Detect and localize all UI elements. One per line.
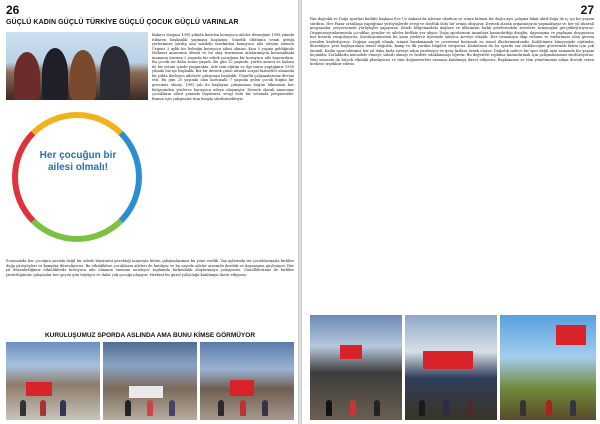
person-figure [100, 46, 130, 100]
article-title: GÜÇLÜ KADIN GÜÇLÜ TÜRKİYE GÜÇLÜ ÇOCUK GÜÇLÜ VARINLAR [6, 19, 239, 26]
hiker-figure [467, 400, 473, 416]
summit-photo-1 [310, 315, 402, 420]
flag-banner [230, 380, 254, 396]
hiker-figure [40, 400, 46, 416]
hiker-figure [169, 400, 175, 416]
hiker-figure [443, 400, 449, 416]
person-figure [70, 50, 96, 100]
mountain-photo-1 [6, 342, 100, 420]
logo-text: Her çocuğun bir ailesi olmalı! [39, 150, 117, 173]
flag-banner [340, 345, 362, 359]
mountain-photo-2 [103, 342, 197, 420]
page-number-right: 27 [580, 3, 594, 17]
hiker-figure [350, 400, 356, 416]
hiker-figure [570, 400, 576, 416]
right-page [302, 0, 600, 424]
hiker-figure [218, 400, 224, 416]
flag-banner [26, 382, 52, 396]
group-photo [6, 32, 148, 100]
logo-ring [12, 112, 142, 242]
hiker-figure [326, 400, 332, 416]
summit-photo-3 [500, 315, 596, 420]
flag-banner [423, 351, 473, 369]
hiker-figure [147, 400, 153, 416]
hiker-figure [262, 400, 268, 416]
mountain-photo-3 [200, 342, 294, 420]
hiker-figure [60, 400, 66, 416]
right-article-text: Pan dağcılık ve Doğa sporları kulübü başkanı Ece Uz Ankara'da işletme okudum ve sonra bilinen bir dağcı ayrı çalışma fakat aktif doğa ile iç içe bir yaşam sürdüm. Her Pazar ortaklaşa yaptığımız yürüyüşlerde sevgi ve dostluk dolu bir ortam oluşuyor. Dernek olarak organizasyon yapmaktayız ve her yıl düzenli programlar çerçevesinde yürüyüşler yapıyoruz. Kendi bölgemizdeki dağlara ve ülkemizin farklı yörelerindeki zirvelere tırmanışlar gerçekleştiriyoruz. Organizasyonlarımızda çocuklar, gençler ve aileler birlikte yer alıyor. Doğa sporlarının insanlara kazandırdığı disiplin, dayanışma ve paylaşım duygusunu her fırsatta vurguluyoruz. Kuruluşumuzdan bu yana yüzlerce üyemizle onlarca zirveye ulaştık. Her tırmanışta ekip ruhunu ve birbirimize olan güveni yeniden keşfediyoruz. Doğaya saygılı olmak, izimizi bırakmamak ve çevremizi korumak en temel ilkelerimizdendir. Kulübümüz bünyesinde eğitimler düzenliyor, yeni başlayanlara temel dağcılık, kamp ve ilk yardım bilgileri veriyoruz. Kadınların da bu sporda var olabileceğini göstermek bizim için çok önemli. Kadın sporcularımız her yıl daha fazla zirveye adını yazdırıyor ve genç kızlara örnek oluyor. Dağcılık sadece bir spor değil aynı zamanda bir yaşam biçimidir. Zorluklarla mücadele etmeyi, sabırlı olmayı ve hedefe odaklanmayı öğretir. Bu değerleri topluma kazandırmak için çalışmalarımızı sürdürüyoruz. Yeni sezonda da birçok etkinlik planlıyoruz ve tüm doğaseverleri aramıza katılmaya davet ediyoruz. Başkanımız ve tüm yönetimimiz adına destek veren herkese teşekkür ederiz. [310, 17, 594, 67]
hiker-figure [125, 400, 131, 416]
summit-photo-2 [405, 315, 497, 420]
hiker-figure [546, 400, 552, 416]
hiker-figure [520, 400, 526, 416]
article-column-2: Sonrasında her çocuğun yuvada değil bir ailede büyümesi gerektiği inancıyla bütün çalışmalarımızı bu yöne verdik. Yaz aylarında ise çocuklarımızla birlikte doğa yürüyüşleri ve kamplar düzenliyoruz. Bu etkinliklere çocukların aileleri de katılıyor ve bu sayede aileler arasında dostluk ve dayanışma güçleniyor. Her yıl düzenlediğimiz etkinliklerde koruyucu aile olmanın önemini anlatıyor, toplumda farkındalık oluşturmaya çalışıyoruz. Gönüllülerimiz ile birlikte yürüttüğümüz çalışmalar her geçen gün büyüyor ve daha çok çocuğa ulaşıyor. Herkesi bu güzel yolculuğa katılmaya davet ediyoruz. [6, 259, 294, 277]
flag-banner [556, 325, 586, 345]
article-column-1: Bakırcı Yorganı 1995 yılında kurulan konuyucu aileler derneğine 1998 yılında itibaren başkanlık yapmaya başlamış. Sünelik ölütünün senin gittiği yerlerimize yarılıp ana mizdeki tarafından konuyucu aile olmam istenen Ürgenz 3 aylık bir bebeğin koruyucu ailesi olması. Kısa 5 yaşına geldiğinde Mehmet annesinin ölümü ve bu olay travmanın ailalarımıyon korumaktaki inamının üzerine 2 yaşında bir erkek çocuğuna bir koruyucu aile başvurdum. Bu çocuk ise daha sonra yaşadı. Bu gün 12 yaşında, yurtta annesi ve babası ile bir ortam içinde yaşamakta. Aile tam eğitim ve ilgi sonra yaptığımız 1995 yılında biz işe başladık. Biz bir dernek çatısı altında sosyal hizmetler alanında bu yolda ilerleyen ailelerle çalışmaya başladık. Gönüllü çalışmalarımız devam etti. Bu gün 25 yaşında olan korumalu 7 yaşında gelen çocuk bugün bir gencimiz olmuş. 1995 yılı ile başlayan çalışmamız bugün ülkemizin her bölgesinden yüzlerce koruyucu aileye ulaşmıştır. Dernek olarak amacımız çocukların ailesi yanında büyümesi, sevgi dolu bir ortamda yetişmesidir. Bunun için çalışmalar tüm hızıyla sürdürmekteyiz. [152, 33, 294, 101]
hiker-figure [20, 400, 26, 416]
photo-banner: KURULUŞUMUZ SPORDA ASLINDA AMA BUNU KİMSE GÖRMÜYOR [6, 331, 294, 341]
hiker-figure [374, 400, 380, 416]
hiker-figure [419, 400, 425, 416]
left-page [0, 0, 298, 424]
campaign-logo [6, 100, 148, 258]
page-number-left: 26 [6, 3, 20, 17]
person-figure [42, 48, 68, 100]
hiker-figure [240, 400, 246, 416]
banner-sign [129, 386, 163, 398]
person-figure [14, 52, 40, 100]
